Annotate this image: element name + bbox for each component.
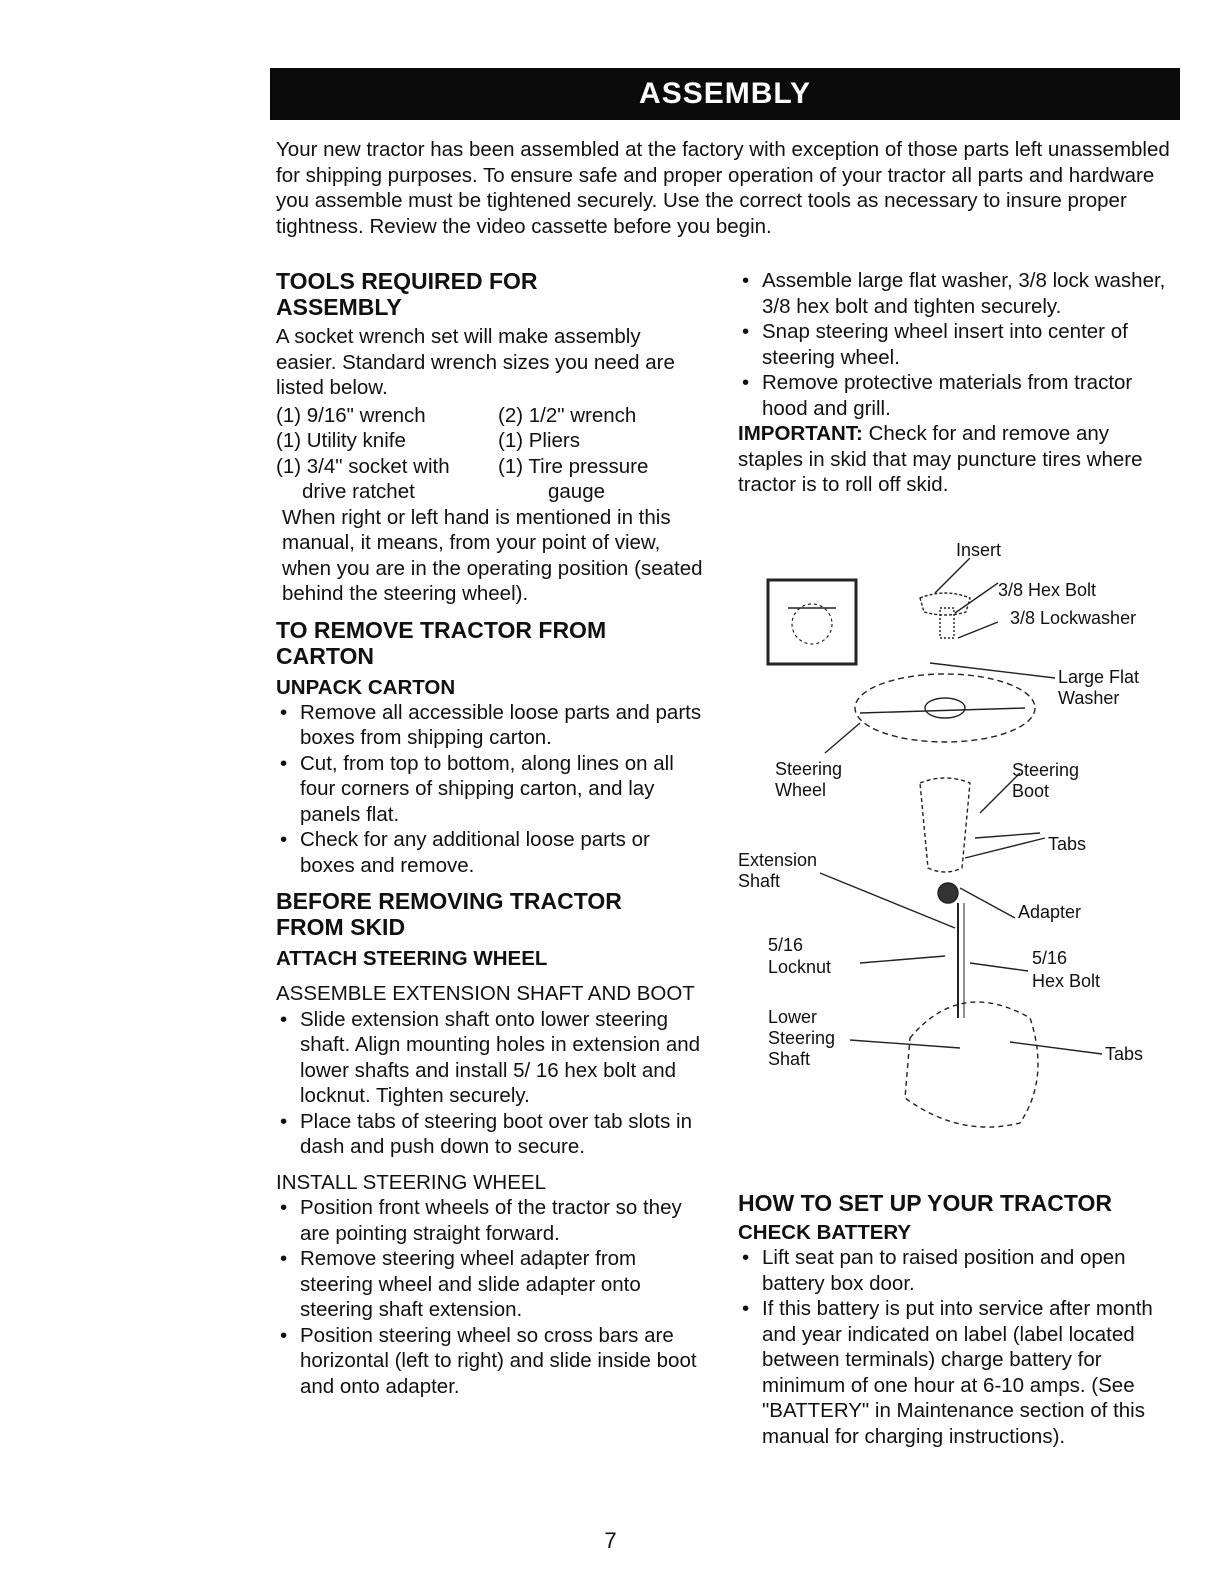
label-extension: Extension: [738, 850, 818, 870]
label-adapter: Adapter: [1018, 902, 1082, 922]
right-column-bottom: [738, 1190, 1178, 1449]
list-item: • Check for any additional loose parts or boxes and remove.: [276, 827, 706, 878]
assemble-shaft-subheading: ASSEMBLE EXTENSION SHAFT AND BOOT: [276, 982, 695, 1005]
list-item: • Assemble large flat washer, 3/8 lock washer, 3/8 hex bolt and tighten securely.: [738, 268, 1178, 319]
important-note: IMPORTANT: Check for and remove any staples in skid that may puncture tires where tractor is to roll off skid.: [738, 422, 1143, 496]
unpack-subheading: UNPACK CARTON: [276, 675, 456, 699]
right-column-top: [738, 268, 1178, 498]
label-steering-wheel-2: Wheel: [775, 780, 827, 800]
inset-insert: [792, 604, 832, 644]
tools-text: A socket wrench set will make assembly easier. Standard wrench sizes you need are listed below.: [276, 325, 675, 399]
list-item: • Position front wheels of the tractor so they are pointing straight forward.: [276, 1195, 706, 1246]
list-item: • If this battery is put into service after month and year indicated on label (label located between terminals) charge battery for minimum of one hour at 6-10 amps. (See "BATTERY" in Maintenance section of this manual for charging instructions).: [738, 1296, 1178, 1449]
unpack-list: [276, 700, 706, 879]
attach-subheading: ATTACH STEERING WHEEL: [276, 947, 548, 970]
tool-item: (1) Tire pressure: [498, 454, 649, 478]
list-item: • Snap steering wheel insert into center of steering wheel.: [738, 319, 1178, 370]
label-hex-bolt-38: 3/8 Hex Bolt: [998, 580, 1097, 600]
list-item: • Remove steering wheel adapter from steering wheel and slide adapter onto steering shaft extension.: [276, 1246, 706, 1323]
remove-heading: TO REMOVE TRACTOR FROM CARTON: [276, 616, 607, 669]
label-lower-3: Shaft: [768, 1049, 811, 1069]
install-wheel-subheading: INSTALL STEERING WHEEL: [276, 1170, 546, 1194]
list-item: • Lift seat pan to raised position and open battery box door.: [738, 1245, 1178, 1296]
tool-item: (1) 9/16" wrench: [276, 403, 426, 427]
label-hexbolt-size: 5/16: [1032, 948, 1068, 968]
list-item: • Cut, from top to bottom, along lines on all four corners of shipping carton, and lay panels flat.: [276, 751, 706, 828]
tools-list: [276, 403, 706, 505]
list-item: • Remove all accessible loose parts and parts boxes from shipping carton.: [276, 700, 706, 751]
wheel-list: [276, 1195, 706, 1399]
tool-item: gauge: [548, 480, 606, 503]
label-steering-boot-2: Boot: [1012, 781, 1050, 801]
adapter-part: [938, 883, 958, 903]
tools-note: When right or left hand is mentioned in this manual, it means, from your point of view, when you are in the operating position (seated behind the steering wheel).: [282, 505, 703, 605]
steering-boot-part: [920, 778, 970, 872]
battery-list: [738, 1245, 1178, 1449]
tool-item: (2) 1/2" wrench: [498, 403, 637, 427]
skid-heading: BEFORE REMOVING TRACTOR FROM SKID: [276, 888, 622, 940]
insert-part: [920, 593, 970, 615]
tool-item: drive ratchet: [302, 480, 415, 503]
tool-item: (1) Pliers: [498, 429, 581, 452]
left-column: [276, 268, 706, 1399]
page-title: ASSEMBLY: [270, 68, 1180, 120]
label-hexbolt: Hex Bolt: [1032, 971, 1101, 991]
steering-assembly-diagram: [730, 538, 1180, 1158]
important-label: IMPORTANT:: [738, 422, 863, 445]
page-number: 7: [604, 1528, 617, 1553]
hex-bolt-part: [940, 608, 954, 638]
list-item: • Slide extension shaft onto lower steering shaft. Align mounting holes in extension and lower shafts and install 5/ 16 hex bolt and locknut. Tighten securely.: [276, 1007, 706, 1109]
label-steering-wheel-1: Steering: [775, 759, 843, 779]
label-lockwasher-38: 3/8 Lockwasher: [1010, 608, 1137, 628]
list-item: • Remove protective materials from tractor hood and grill.: [738, 370, 1178, 421]
setup-heading: HOW TO SET UP YOUR TRACTOR: [738, 1190, 1112, 1216]
label-tabs-lower: Tabs: [1105, 1044, 1144, 1064]
label-shaft: Shaft: [738, 871, 781, 891]
wheel-steps-list: [738, 268, 1178, 421]
label-lower-1: Lower: [768, 1007, 818, 1027]
intro-paragraph: Your new tractor has been assembled at the factory with exception of those parts left unassembled for shipping purposes. To ensure safe and proper operation of your tractor all parts and hardware you assemble must be tightened securely. Use the correct tools as necessary to insure proper tightness. Review the video cassette before you begin.: [276, 138, 1170, 238]
tool-item: (1) Utility knife: [276, 429, 406, 452]
inset-box: [768, 580, 856, 664]
label-steering-boot-1: Steering: [1012, 760, 1080, 780]
label-tabs-upper: Tabs: [1048, 834, 1087, 854]
battery-subheading: CHECK BATTERY: [738, 1221, 912, 1244]
label-insert: Insert: [956, 540, 1002, 560]
label-locknut: Locknut: [768, 957, 832, 977]
shaft-list: [276, 1007, 706, 1160]
label-locknut-size: 5/16: [768, 935, 804, 955]
dash-part: [905, 1002, 1038, 1127]
label-washer: Washer: [1058, 688, 1120, 708]
label-lower-2: Steering: [768, 1028, 836, 1048]
label-large-flat: Large Flat: [1058, 667, 1140, 687]
list-item: • Place tabs of steering boot over tab slots in dash and push down to secure.: [276, 1109, 706, 1160]
list-item: • Position steering wheel so cross bars are horizontal (left to right) and slide inside boot and onto adapter.: [276, 1323, 706, 1400]
tools-heading: TOOLS REQUIRED FOR ASSEMBLY: [276, 268, 538, 320]
tool-item: (1) 3/4" socket with: [276, 454, 450, 478]
